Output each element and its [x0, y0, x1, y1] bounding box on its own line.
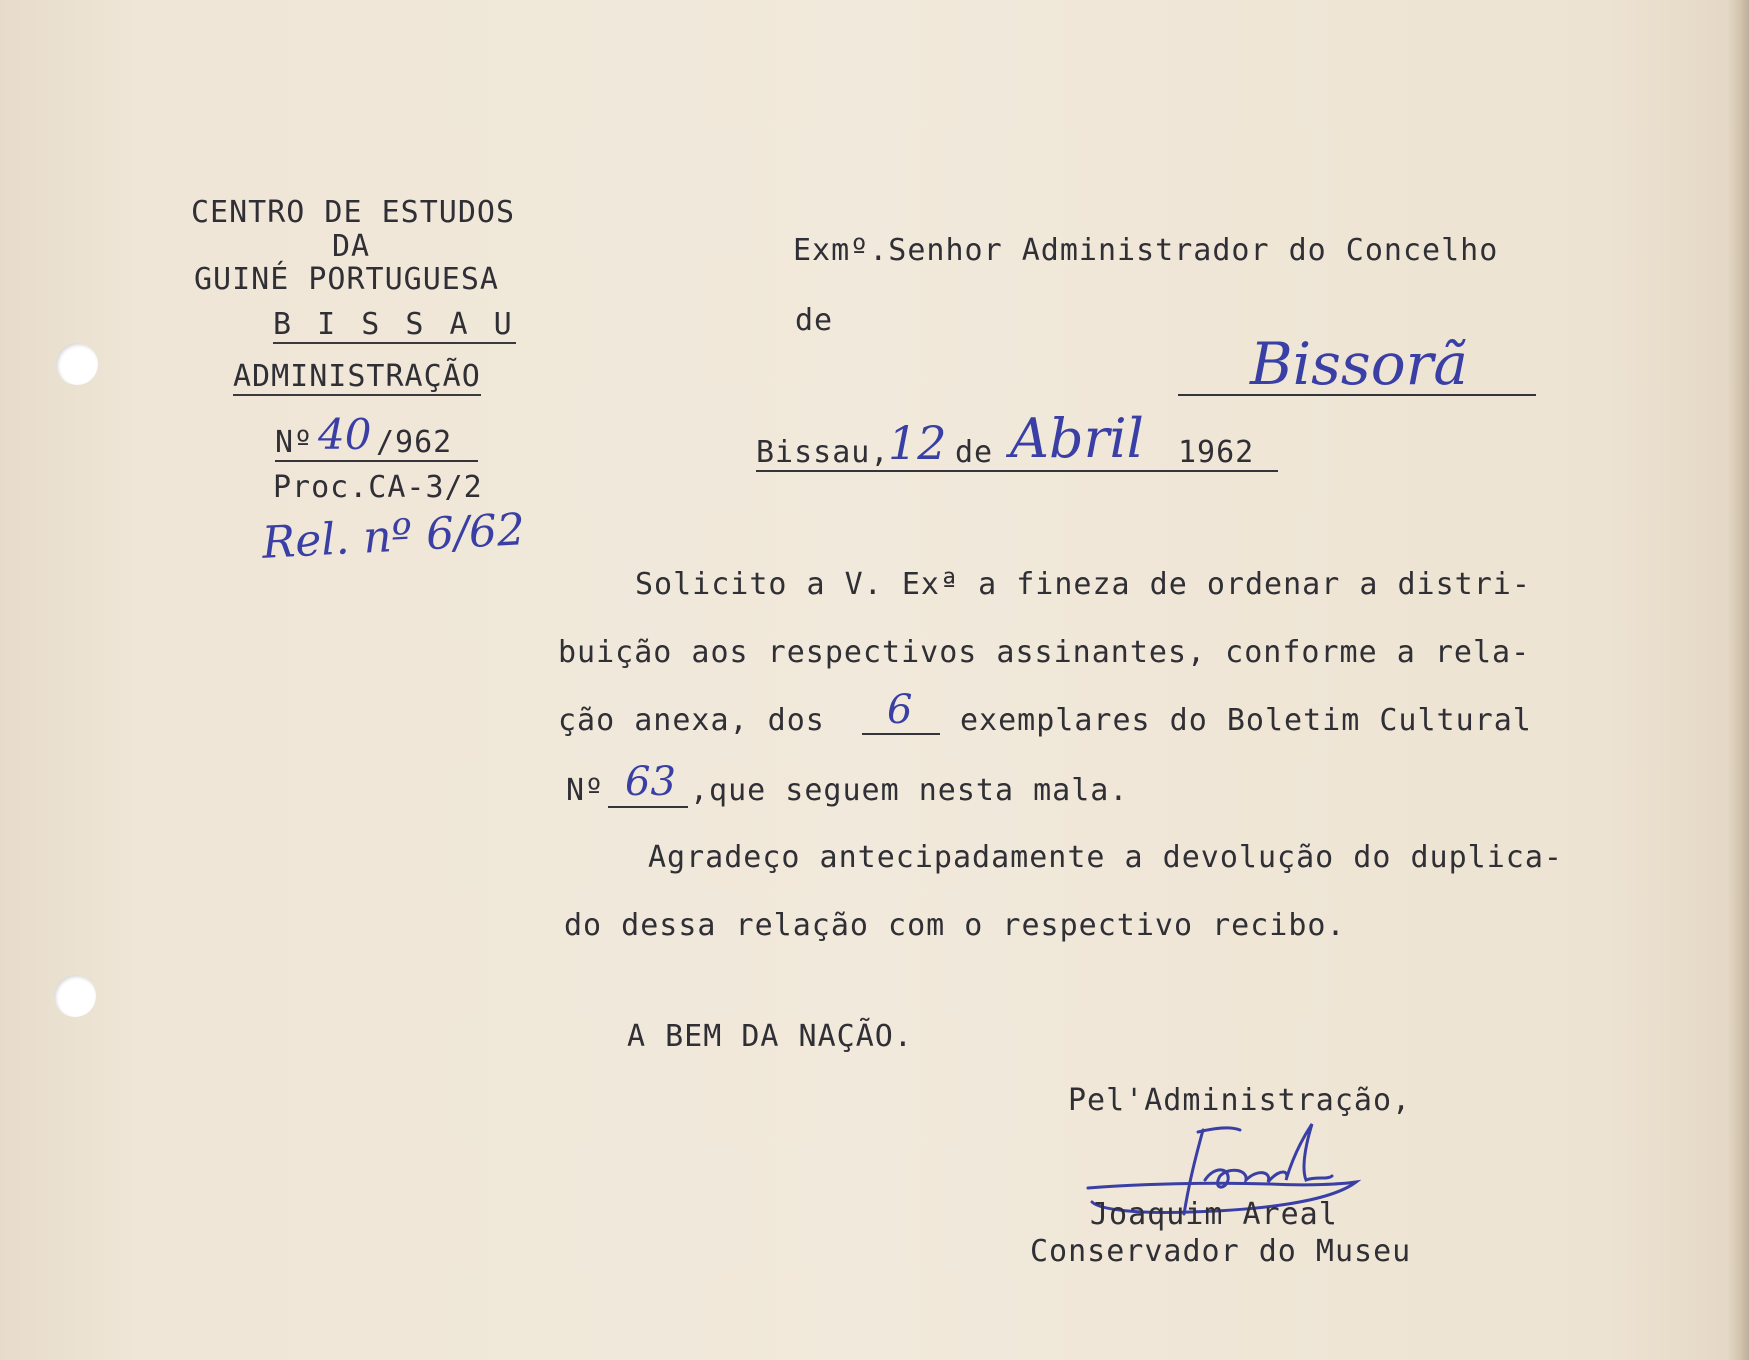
ref-prefix: Nº — [275, 425, 314, 460]
copies-blank — [862, 733, 940, 735]
signer-name: Joaquim Areal — [1090, 1197, 1338, 1232]
process-number: Proc.CA-3/2 — [273, 470, 483, 505]
date-underline — [756, 470, 1278, 472]
date-city: Bissau, — [756, 435, 890, 470]
body-p2-line-2: do dessa relação com o respectivo recibo. — [564, 908, 1346, 943]
org-department: ADMINISTRAÇÃO — [233, 359, 481, 394]
date-year: 1962 — [1178, 435, 1255, 470]
org-city: B I S S A U — [273, 307, 516, 342]
ref-underline — [275, 460, 478, 462]
copies-handwritten: 6 — [887, 687, 913, 733]
punch-hole-bottom — [54, 975, 96, 1017]
ref-number-handwritten: 40 — [318, 410, 372, 459]
relation-note-handwritten: Rel. nº 6/62 — [260, 504, 527, 569]
date-month-handwritten: Abril — [1010, 407, 1144, 470]
closing-for-admin: Pel'Administração, — [1068, 1083, 1412, 1118]
addressee-place-rule — [1178, 394, 1536, 396]
body-p1-line-3a: ção anexa, dos — [558, 703, 825, 738]
body-p2-line-1: Agradeço antecipadamente a devolução do duplica- — [648, 840, 1563, 875]
date-de: de — [955, 435, 994, 470]
addressee-line-2: de — [795, 303, 834, 338]
body-p1-line-3b: exemplares do Boletim Cultural — [960, 703, 1532, 738]
issue-handwritten: 63 — [625, 759, 676, 805]
body-p1-line-4a: Nº — [566, 773, 605, 808]
body-p1-line-4b: ,que seguem nesta mala. — [690, 773, 1129, 808]
org-line-1: CENTRO DE ESTUDOS — [191, 195, 516, 230]
signer-title: Conservador do Museu — [1030, 1234, 1412, 1269]
closing-salutation: A BEM DA NAÇÃO. — [627, 1019, 913, 1054]
punch-hole-top — [56, 343, 98, 385]
addressee-line-1: Exmº.Senhor Administrador do Concelho — [793, 233, 1499, 268]
body-p1-line-2: buição aos respectivos assinantes, conforme a rela- — [558, 635, 1531, 670]
date-day-handwritten: 12 — [888, 416, 947, 470]
addressee-place-handwritten: Bissorã — [1250, 330, 1468, 398]
paper-edge-shadow — [1727, 0, 1749, 1360]
org-line-3: GUINÉ PORTUGUESA — [194, 262, 499, 297]
body-p1-line-1: Solicito a V. Exª a fineza de ordenar a distri- — [635, 567, 1531, 602]
issue-blank — [608, 806, 688, 808]
ref-year: /962 — [376, 425, 453, 460]
org-line-2: DA — [332, 229, 371, 264]
